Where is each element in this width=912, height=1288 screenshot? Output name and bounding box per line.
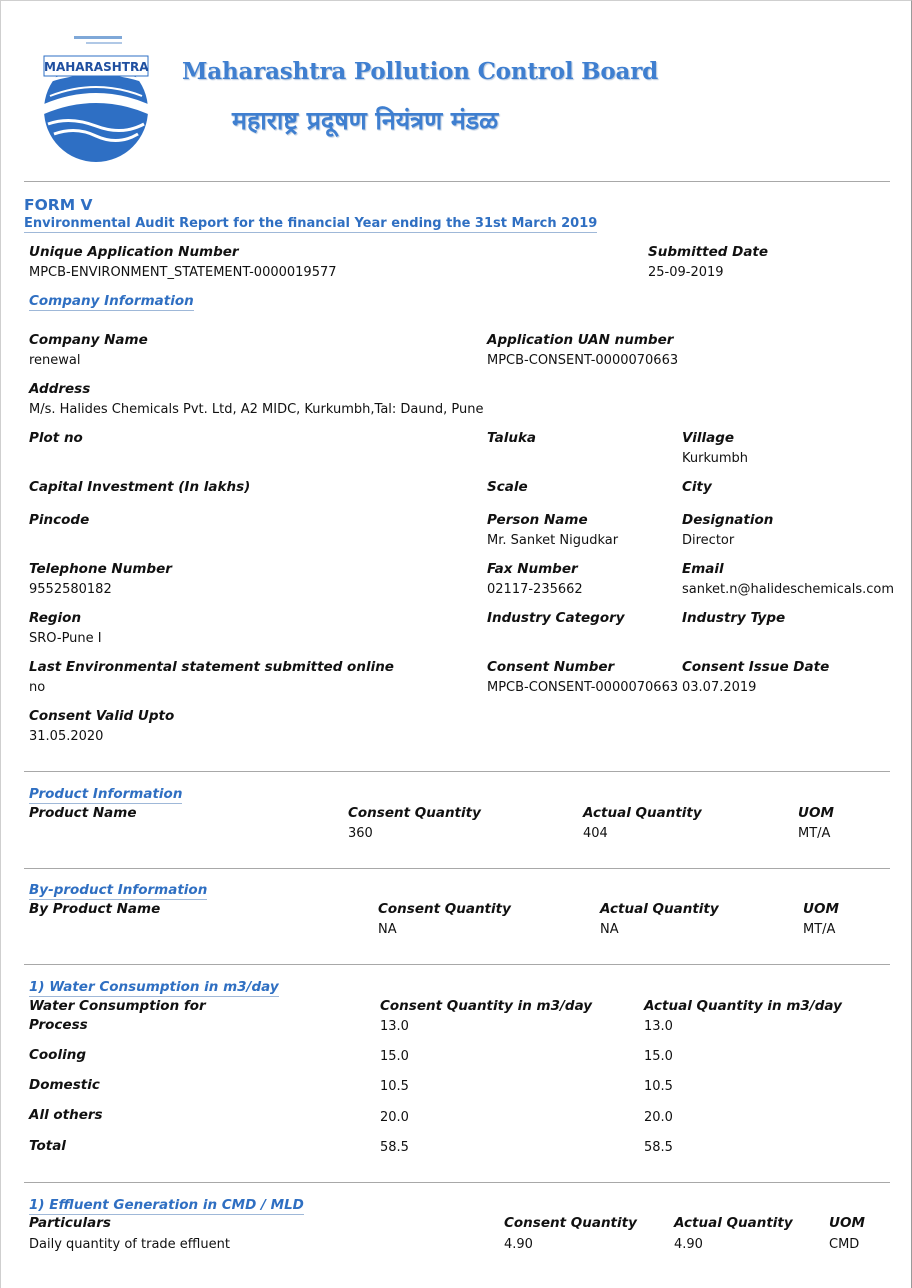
water-heading: 1) Water Consumption in m3/day — [29, 979, 279, 995]
byproduct-actual-value: NA — [600, 922, 619, 937]
logo-text: MAHARASHTRA — [44, 60, 149, 74]
byproduct-consent-col: Consent Quantity — [378, 901, 511, 917]
last-env-value: no — [29, 680, 46, 695]
fax-value: 02117-235662 — [487, 582, 583, 597]
product-uom-col: UOM — [798, 805, 834, 821]
person-label: Person Name — [487, 512, 588, 528]
village-value: Kurkumbh — [682, 451, 748, 466]
water-for-col: Water Consumption for — [29, 998, 206, 1014]
form-title: FORM V — [24, 196, 93, 214]
designation-value: Director — [682, 533, 735, 548]
consent-number-label: Consent Number — [487, 659, 615, 675]
submitted-date-value: 25-09-2019 — [648, 265, 724, 280]
consent-valid-label: Consent Valid Upto — [29, 708, 175, 724]
water-row-label: All others — [29, 1107, 103, 1123]
email-label: Email — [682, 561, 724, 577]
water-row-actual: 20.0 — [644, 1110, 673, 1125]
submitted-date-label: Submitted Date — [648, 244, 769, 260]
product-uom-value: MT/A — [798, 826, 831, 841]
capital-label: Capital Investment (In lakhs) — [29, 479, 251, 495]
uan-value: MPCB-ENVIRONMENT_STATEMENT-0000019577 — [29, 265, 337, 280]
water-row-consent: 13.0 — [380, 1019, 409, 1034]
region-label: Region — [29, 610, 82, 626]
consent-issue-label: Consent Issue Date — [682, 659, 830, 675]
effluent-uom-value: CMD — [829, 1237, 860, 1252]
city-label: City — [682, 479, 712, 495]
section-divider — [24, 868, 890, 869]
water-row-actual: 10.5 — [644, 1079, 673, 1094]
section-divider — [24, 771, 890, 772]
mpcb-logo — [30, 34, 162, 162]
effluent-row-label: Daily quantity of trade effluent — [29, 1237, 230, 1252]
app-uan-label: Application UAN number — [487, 332, 674, 348]
byproduct-uom-value: MT/A — [803, 922, 836, 937]
company-info-heading: Company Information — [29, 293, 194, 309]
address-label: Address — [29, 381, 91, 397]
plot-label: Plot no — [29, 430, 83, 446]
consent-issue-value: 03.07.2019 — [682, 680, 757, 695]
product-consent-col: Consent Quantity — [348, 805, 481, 821]
product-name-col: Product Name — [29, 805, 137, 821]
byproduct-name-col: By Product Name — [29, 901, 161, 917]
effluent-uom-col: UOM — [829, 1215, 865, 1231]
water-row-label: Domestic — [29, 1077, 100, 1093]
consent-number-value: MPCB-CONSENT-0000070663 — [487, 680, 679, 695]
water-row-consent: 15.0 — [380, 1049, 409, 1064]
effluent-consent-col: Consent Quantity — [504, 1215, 637, 1231]
byproduct-uom-col: UOM — [803, 901, 839, 917]
product-actual-value: 404 — [583, 826, 608, 841]
effluent-actual-value: 4.90 — [674, 1237, 703, 1252]
water-row-consent: 20.0 — [380, 1110, 409, 1125]
board-title-mr: महाराष्ट्र प्रदूषण नियंत्रण मंडळ — [232, 106, 499, 135]
product-actual-col: Actual Quantity — [583, 805, 702, 821]
water-row-consent: 58.5 — [380, 1140, 409, 1155]
section-divider — [24, 964, 890, 965]
company-name-value: renewal — [29, 353, 81, 368]
address-value: M/s. Halides Chemicals Pvt. Ltd, A2 MIDC, Kurkumbh,Tal: Daund, Pune — [29, 402, 484, 417]
water-row-actual: 58.5 — [644, 1140, 673, 1155]
company-name-label: Company Name — [29, 332, 148, 348]
water-row-actual: 15.0 — [644, 1049, 673, 1064]
email-value: sanket.n@halideschemicals.com — [682, 582, 895, 597]
water-consent-col: Consent Quantity in m3/day — [380, 998, 593, 1014]
product-info-heading: Product Information — [29, 786, 183, 802]
taluka-label: Taluka — [487, 430, 537, 446]
industry-type-label: Industry Type — [682, 610, 786, 626]
effluent-consent-value: 4.90 — [504, 1237, 533, 1252]
board-title-en: Maharashtra Pollution Control Board — [182, 58, 659, 85]
consent-valid-value: 31.05.2020 — [29, 729, 104, 744]
village-label: Village — [682, 430, 735, 446]
region-value: SRO-Pune I — [29, 631, 102, 646]
header-divider — [24, 181, 890, 182]
effluent-heading: 1) Effluent Generation in CMD / MLD — [29, 1197, 304, 1213]
effluent-actual-col: Actual Quantity — [674, 1215, 793, 1231]
water-row-label: Cooling — [29, 1047, 86, 1063]
effluent-particulars-col: Particulars — [29, 1215, 111, 1231]
person-value: Mr. Sanket Nigudkar — [487, 533, 619, 548]
water-row-actual: 13.0 — [644, 1019, 673, 1034]
byproduct-info-heading: By-product Information — [29, 882, 208, 898]
last-env-label: Last Environmental statement submitted online — [29, 659, 394, 675]
telephone-label: Telephone Number — [29, 561, 172, 577]
pincode-label: Pincode — [29, 512, 90, 528]
designation-label: Designation — [682, 512, 774, 528]
fax-label: Fax Number — [487, 561, 578, 577]
scale-label: Scale — [487, 479, 528, 495]
water-row-label: Total — [29, 1138, 66, 1154]
water-actual-col: Actual Quantity in m3/day — [644, 998, 842, 1014]
product-consent-value: 360 — [348, 826, 373, 841]
industry-category-label: Industry Category — [487, 610, 625, 626]
app-uan-value: MPCB-CONSENT-0000070663 — [487, 353, 679, 368]
water-row-label: Process — [29, 1017, 88, 1033]
uan-label: Unique Application Number — [29, 244, 239, 260]
byproduct-actual-col: Actual Quantity — [600, 901, 719, 917]
water-row-consent: 10.5 — [380, 1079, 409, 1094]
byproduct-consent-value: NA — [378, 922, 397, 937]
form-subtitle: Environmental Audit Report for the financial Year ending the 31st March 2019 — [24, 216, 598, 231]
telephone-value: 9552580182 — [29, 582, 112, 597]
section-divider — [24, 1182, 890, 1183]
